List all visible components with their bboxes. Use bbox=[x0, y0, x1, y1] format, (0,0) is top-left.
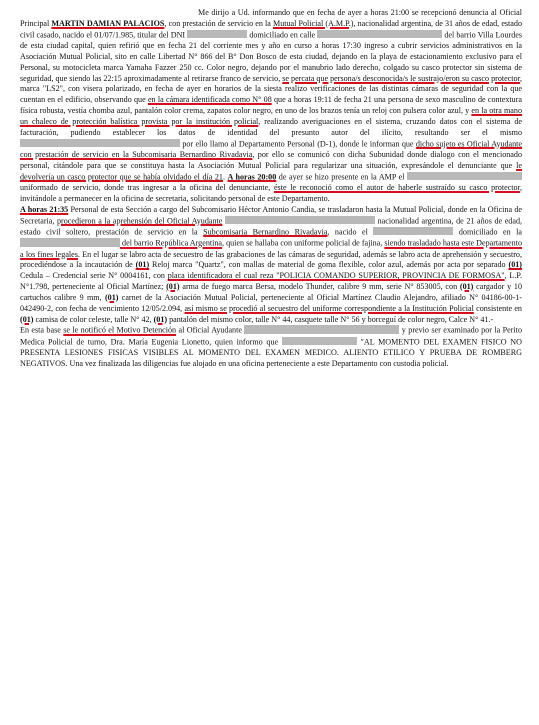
paragraph-3: En esta base se le notificó el Motivo Detención al Oficial Ayudante y previo ser examinado por la Perito Medica Policial de turno, Dra. María Eugenia Lionetto, quien informo que "AL MOMENTO DEL EXAMEN FISICO NO PRESENTA LESIONES FISICAS VISIBLES AL MOMENTO DEL EXAMEN MEDICO. ALIENTO ETILICO Y PRUEBA DE ROMBERG NEGATIVOS. Una vez finalizada las diligencias fue alojado en una oficina perteneciente a este Departamento con custodia policial. bbox=[20, 325, 522, 368]
redacted-detainee-name bbox=[244, 325, 399, 334]
redacted-address bbox=[317, 30, 442, 39]
redacted-aprehended-name bbox=[225, 216, 375, 225]
document-body bbox=[20, 8, 522, 370]
paragraph-1: Me dirijo a Ud. informando que en fecha de ayer a horas 21:00 se recepcionó denuncia al Oficial Principal MARTIN DAMIAN PALACIOS, con prestación de servicio en la Mutual Policial (A.M.P.), nacionalidad argentina, de 31 años de edad, estado civil casado, nacido el 01/07/1.985, titular del DNI domiciliado en calle del barrio Villa Lourdes de esta ciudad capital, quien refirió que en fecha 21 del corriente mes y año en curso a horas 17:30 ingreso a cubrir servicios administrativos en la Asociación Mutual Policial, sito en calle Libertad N° 866 del B° Don Bosco de esta ciudad, dejando en la playa de estacionamiento exclusivo para el Personal, su motocicleta marca Yamaha Fazzer 250 cc. Color negro, dejando por el manubrio lado derecho, colgado su casco protector sin sistema de seguridad, que siendo las 22:15 aproximadamente al retirarse franco de servicio, se percata que persona/s desconocida/s le sustrajo/eron su casco protector, marca "LS2", con visera polarizado, en fecha de ayer en horarios de la siesta realizo verificaciones de las distintas cámaras de seguridad con la que cuentan en el edificio, observando que en la cámara identificada como N° 08 que a horas 19:11 de fecha 21 una persona de sexo masculino de contextura física robusta, vestía chomba azul, pantalón color crema, zapatos color negro, en uno de los brazos tenía un reloj con pulsera color azul, y en la otra mano un chaleco de protección balística provista por la institución policial, realizando averiguaciones en el sistema, cruzando datos con el sistema de facturación, pudiendo establecer los datos de identidad del presunto autor del ilícito, resultando ser el mismo por ello llamo al Departamento Personal (D-1), donde le informan que dicho sujeto es Oficial Ayudante con prestación de servicio en la Subcomisaria Bernardino Rivadavia, por ello se comunicó con dicha Subunidad donde dialogo con el mencionado personal, citándole para que se constituya hasta la Asociación Mutual Policial para regularizar una situación, expresándole el denunciante que le devolvería un casco protector que se había olvidado el día 21. A horas 20:00 de ayer se hizo presente en la AMP el uniformado de servicio, donde tras ingresar a la oficina del denunciante, éste le reconoció como el autor de haberle sustraído su casco protector, invitándole a permanecer en la oficina de secretaria, solicitando personal de este Departamento. bbox=[20, 8, 523, 203]
redacted-suspect-name bbox=[20, 139, 180, 148]
redacted-officer-name bbox=[407, 172, 522, 181]
paragraph-2: A horas 21:35 Personal de esta Sección a cargo del Subcomisario Héctor Antonio Candia, se trasladaron hasta la Mutual Policial, donde en la Oficina de Secretaria, procedieron a la aprehensión del Oficial Ayudante nacionalidad argentina, de 21 años de edad, estado civil soltero, prestación de servicio en la Subcomisaria Bernardino Rivadavia, nacido el domiciliado en la del barrio República Argentina, quien se hallaba con uniforme policial de fajina, siendo trasladado hasta este Departamento a los fines legales. En el lugar se labro acta de secuestro de las grabaciones de las cámaras de seguridad, además se labro acta de aprehensión y secuestro, procediéndose a la incautación de (01) Reloj marca "Quartz", con mallas de material de goma flexible, color azul, además por acta por separado (01) Cedula – Credencial serie N° 0004161, con placa identificadora el cual reza "POLICIA COMANDO SUPERIOR, PROVINCIA DE FORMOSA", L.P. N°1.798, perteneciente al Oficial Martínez; (01) arma de fuego marca Bersa, modelo Thunder, calibre 9 mm, serie N° 853005, con (01) cargador y 10 cartuchos calibre 9 mm, (01) carnet de la Asociación Mutual Policial, perteneciente al Oficial Martínez Claudio Alejandro, afiliado N° 04186-00-1-042490-2, con fecha de vencimiento 12/05/2.094, así mismo se procedió al secuestro del uniforme correspondiente a la Institución Policial consistente en (01) camisa de color celeste, talle N° 42, (01) pantalón del mismo color, talle N° 44, casquete talle N° 56 y borceguí de color negro, Calce N° 41.- bbox=[20, 204, 523, 324]
redacted-dni bbox=[187, 30, 247, 39]
redacted-detainee-short bbox=[282, 337, 357, 346]
complainant-name: MARTIN DAMIAN PALACIOS bbox=[51, 18, 165, 28]
redacted-domicile bbox=[20, 238, 120, 247]
redacted-birthdate bbox=[373, 227, 453, 236]
